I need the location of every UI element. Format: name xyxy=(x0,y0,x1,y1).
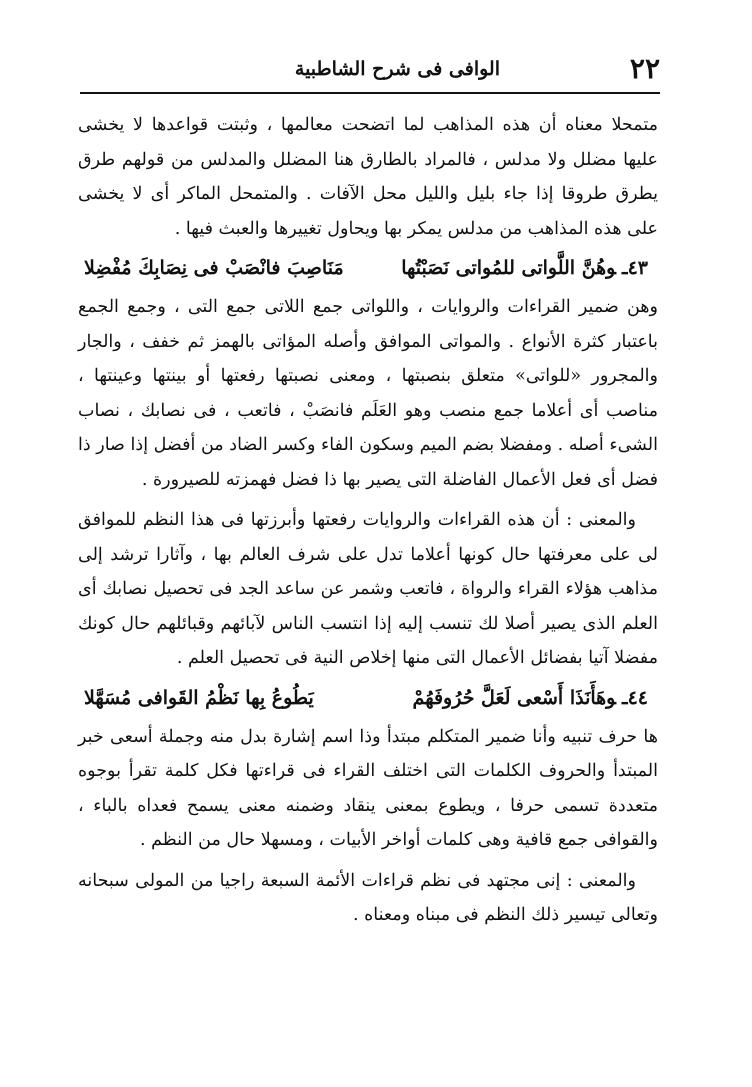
verse-second-hemistich: يَطُوعُ بِها نَظْمُ القَوافى مُسَهَّلا xyxy=(84,686,314,709)
verse-first-hemistich: وهُنَّ اللَّواتى للمُواتى نَصَبْتُها xyxy=(401,257,616,279)
page-number: ٢٢ xyxy=(629,52,660,85)
verse-number: ٤٤ـ xyxy=(622,686,648,709)
page-body xyxy=(78,108,658,933)
verse-43 xyxy=(78,248,658,288)
paragraph-vocabulary-43: وهن ضمير القراءات والروايات ، واللواتى جمع اللاتى جمع التى ، وجمع الجمع باعتبار كثرة الأنواع . والمواتى الموافق وأصله المؤاتى بالهمز ثم خفف ، والجار والمجرور «للواتى» متعلق بنصبتها ، ومعنى نصبتها رفعتها أو بينتها وعينتها ، مناصب أى أعلاما جمع منصب وهو العَلَم فانصَبْ ، فاتعب ، فى نصابك ، نصاب الشىء أصله . ومفضلا بضم الميم وسكون الفاء وكسر الضاد من أفضل إذا صار ذا فضل أى فعل الأعمال الفاضلة التى يصير بها ذا فضل فهمزته للصيرورة . xyxy=(78,297,658,490)
paragraph-meaning-44: والمعنى : إنى مجتهد فى نظم قراءات الأئمة السبعة راجيا من المولى سبحانه وتعالى تيسير ذلك النظم فى مبناه ومعناه . xyxy=(78,870,658,925)
page-header xyxy=(80,48,660,92)
header-rule xyxy=(80,92,660,94)
verse-first-hemistich: وهَأَنَذَا أَسْعى لَعَلَّ حُرُوفَهُمْ xyxy=(412,686,616,709)
verse-second-hemistich: مَنَاصِبَ فانْصَبْ فى نِصَابِكَ مُفْضِلا xyxy=(84,257,344,279)
verse-number: ٤٣ـ xyxy=(622,257,648,279)
running-title: الوافى فى شرح الشاطبية xyxy=(294,58,500,80)
paragraph-meaning-43: والمعنى : أن هذه القراءات والروايات رفعتها وأبرزتها فى هذا النظم للموافق لى على معرفتها حال كونها أعلاما تدل على شرف العالم بها ، وآثارا ترشد إلى مذاهب هؤلاء القراء والرواة ، فاتعب وشمر عن ساعد الجد فى تحصيل نصابك أى العلم الذى يصير أصلا لك تنسب إليه إذا انتسب الناس لآبائهم وقبائلهم حال كونك مفضلا آتيا بفضائل الأعمال التى منها إخلاص النية فى تحصيل العلم . xyxy=(78,510,658,668)
verse-44 xyxy=(78,678,658,718)
paragraph-vocabulary-44: ها حرف تنبيه وأنا ضمير المتكلم مبتدأ وذا اسم إشارة بدل منه وجملة أسعى خبر المبتدأ والحروف الكلمات التى اختلف القراء فى قراءتها فكل كلمة تقرأ بوجوه متعددة تسمى حرفا ، ويطوع بمعنى ينقاد وضمنه معنى يسمح فعداه بالباء ، والقوافى جمع قافية وهى كلمات أواخر الأبيات ، ومسهلا حال من النظم . xyxy=(78,726,658,850)
paragraph-commentary-42: متمحلا معناه أن هذه المذاهب لما اتضحت معالمها ، وثبتت قواعدها لا يخشى عليها مضلل ولا مدلس ، فالمراد بالطارق هنا المضلل والمدلس من قولهم طرق يطرق طروقا إذا جاء بليل والليل محل الآفات . والمتمحل الماكر أى لا يخشى على هذه المذاهب من مدلس يمكر بها ويحاول تغييرها والعبث فيها . xyxy=(78,115,658,239)
